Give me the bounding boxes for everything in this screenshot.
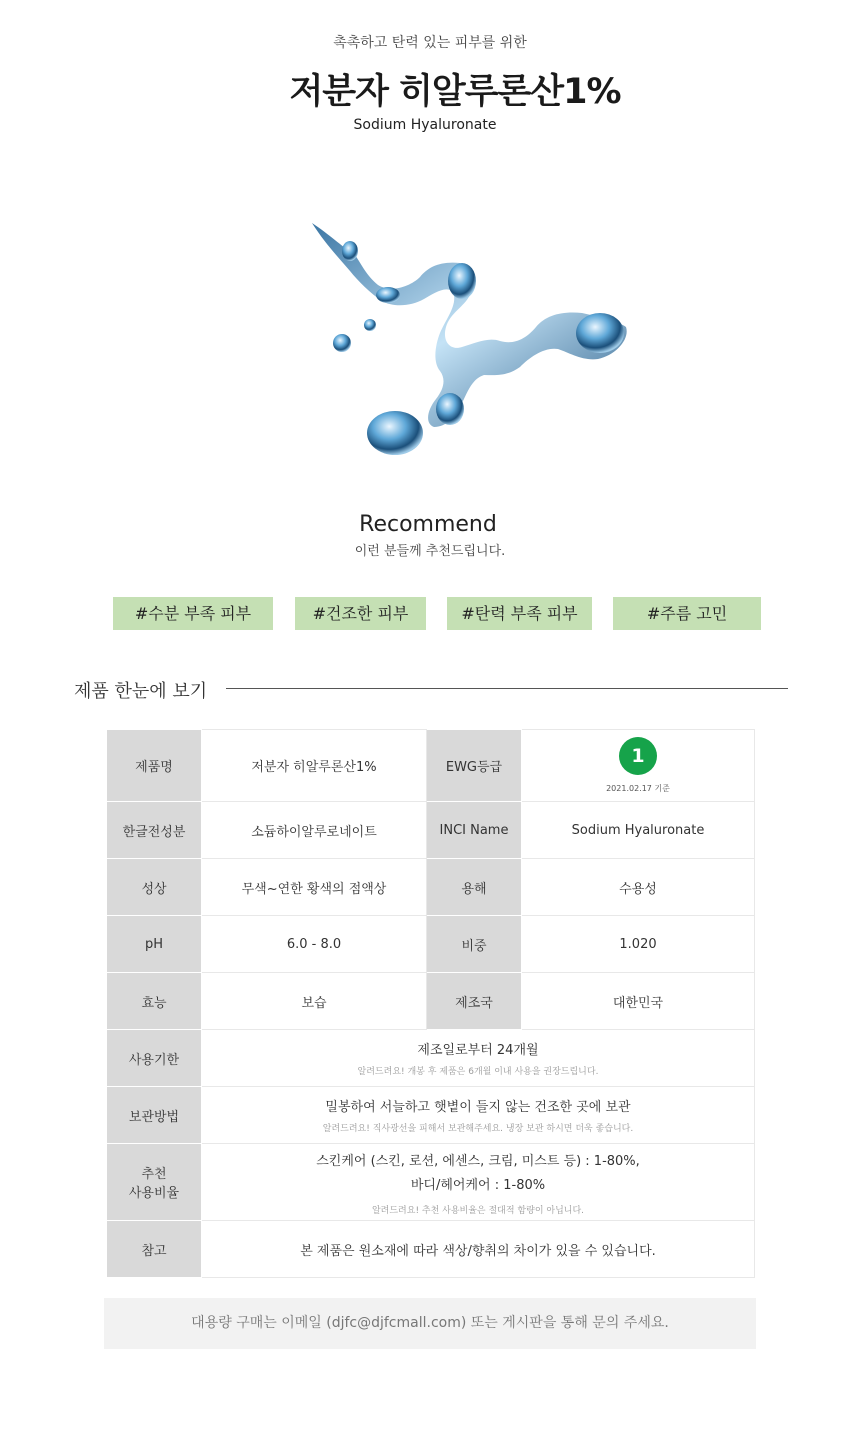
spec-label xyxy=(107,1144,202,1221)
storage-value: 밀봉하여 서늘하고 햇볕이 들지 않는 건조한 곳에 보관 xyxy=(325,1100,631,1115)
spec-label: 비중 xyxy=(427,916,522,973)
spec-value: Sodium Hyaluronate xyxy=(522,802,755,859)
spec-value: 본 제품은 원소재에 따라 색상/향취의 차이가 있을 수 있습니다. xyxy=(202,1221,755,1278)
table-row xyxy=(107,859,755,916)
spec-value-cell xyxy=(202,1087,755,1144)
spec-label: EWG등급 xyxy=(427,730,522,802)
bulk-purchase-notice: 대용량 구매는 이메일 (djfc@djfcmall.com) 또는 게시판을 통해 문의 주세요. xyxy=(104,1298,756,1349)
table-row xyxy=(107,916,755,973)
table-row xyxy=(107,1144,755,1221)
recommend-title: Recommend xyxy=(359,512,497,537)
tag-dry-skin: #건조한 피부 xyxy=(295,597,426,630)
usage-line2: 바디/헤어케어 : 1-80% xyxy=(410,1177,546,1193)
spec-value: 1.020 xyxy=(522,916,755,973)
spec-label: 제품명 xyxy=(107,730,202,802)
spec-label: 보관방법 xyxy=(107,1087,202,1144)
water-splash-image xyxy=(300,215,640,475)
section-heading: 제품 한눈에 보기 xyxy=(74,681,208,702)
shelf-life-value: 제조일로부터 24개월 xyxy=(417,1043,539,1058)
usage-note: 알려드려요! 추천 사용비율은 절대적 함량이 아닙니다. xyxy=(371,1205,585,1216)
tagline: 촉촉하고 탄력 있는 피부를 위한 xyxy=(333,35,527,51)
storage-note: 알려드려요! 직사광선을 피해서 보관해주세요. 냉장 보관 하시면 더욱 좋습니다. xyxy=(322,1124,634,1134)
section-divider xyxy=(226,688,788,689)
product-title: 저분자 히알루론산1% xyxy=(289,72,621,112)
tag-wrinkle-concern: #주름 고민 xyxy=(613,597,761,630)
spec-value-cell xyxy=(202,1030,755,1087)
spec-value: 보습 xyxy=(202,973,427,1030)
spec-value: 소듐하이알루로네이트 xyxy=(202,802,427,859)
shelf-life-note: 알려드려요! 개봉 후 제품은 6개월 이내 사용을 권장드립니다. xyxy=(357,1067,599,1077)
spec-value: 6.0 - 8.0 xyxy=(202,916,427,973)
ewg-date: 2021.02.17 기준 xyxy=(606,784,670,793)
spec-label: 사용기한 xyxy=(107,1030,202,1087)
spec-label: 제조국 xyxy=(427,973,522,1030)
spec-label: 성상 xyxy=(107,859,202,916)
spec-value: 수용성 xyxy=(522,859,755,916)
tag-elasticity-skin: #탄력 부족 피부 xyxy=(447,597,592,630)
ewg-grade-badge: 1 xyxy=(619,737,657,775)
usage-label-line1: 추천 xyxy=(141,1167,167,1182)
spec-value: 저분자 히알루론산1% xyxy=(202,730,427,802)
spec-table xyxy=(106,729,755,1278)
spec-label: pH xyxy=(107,916,202,973)
table-row xyxy=(107,973,755,1030)
spec-label: INCI Name xyxy=(427,802,522,859)
spec-value-cell xyxy=(202,1144,755,1221)
product-subtitle: Sodium Hyaluronate xyxy=(353,117,497,133)
table-row xyxy=(107,730,755,802)
spec-label: 한글전성분 xyxy=(107,802,202,859)
recommend-subtitle: 이런 분들께 추천드립니다. xyxy=(354,544,506,559)
usage-line1: 스킨케어 (스킨, 로션, 에센스, 크림, 미스트 등) : 1-80%, xyxy=(316,1153,640,1169)
spec-value: 무색~연한 황색의 점액상 xyxy=(202,859,427,916)
usage-label-line2: 사용비율 xyxy=(128,1186,180,1201)
ewg-cell xyxy=(522,730,755,802)
spec-label: 참고 xyxy=(107,1221,202,1278)
tag-dry-moisture-skin: #수분 부족 피부 xyxy=(113,597,273,630)
spec-label: 용해 xyxy=(427,859,522,916)
spec-value: 대한민국 xyxy=(522,973,755,1030)
table-row xyxy=(107,1221,755,1278)
spec-label: 효능 xyxy=(107,973,202,1030)
table-row xyxy=(107,802,755,859)
table-row xyxy=(107,1087,755,1144)
table-row xyxy=(107,1030,755,1087)
